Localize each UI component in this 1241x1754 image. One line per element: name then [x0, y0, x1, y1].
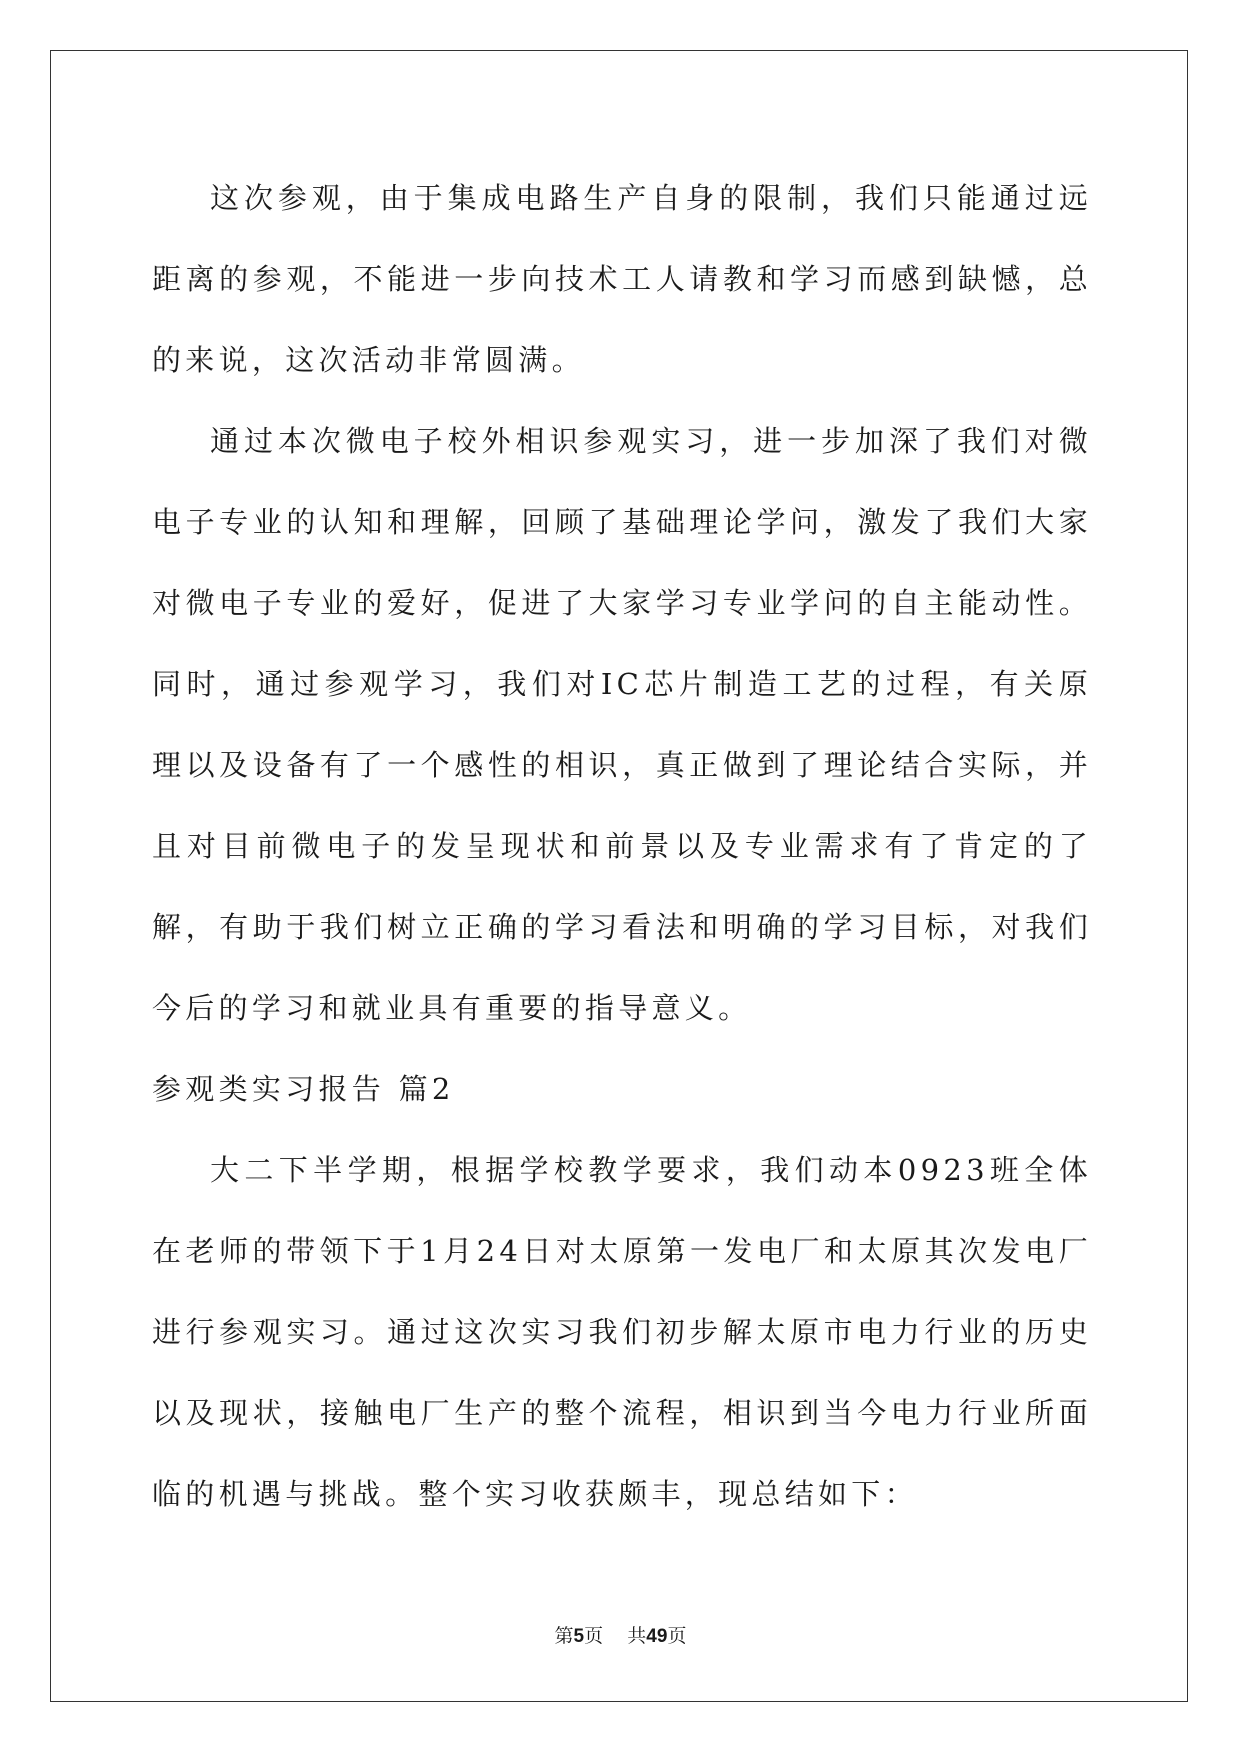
footer-mid: 页 共: [584, 1625, 647, 1647]
footer-suffix: 页: [667, 1625, 687, 1647]
document-body: [152, 158, 1092, 1535]
paragraph-2: 通过本次微电子校外相识参观实习，进一步加深了我们对微电子专业的认知和理解，回顾了基础理论学问，激发了我们大家对微电子专业的爱好，促进了大家学习专业学问的自主能动性。同时，通过参观学习，我们对IC芯片制造工艺的过程，有关原理以及设备有了一个感性的相识，真正做到了理论结合实际，并且对目前微电子的发呈现状和前景以及专业需求有了肯定的了解，有助于我们树立正确的学习看法和明确的学习目标，对我们今后的学习和就业具有重要的指导意义。: [152, 424, 1092, 1025]
paragraph-3: 大二下半学期，根据学校教学要求，我们动本0923班全体在老师的带领下于1月24日对太原第一发电厂和太原其次发电厂进行参观实习。通过这次实习我们初步解太原市电力行业的历史以及现状，接触电厂生产的整个流程，相识到当今电力行业所面临的机遇与挑战。整个实习收获颇丰，现总结如下：: [152, 1153, 1092, 1511]
total-page-number: 49: [646, 1626, 668, 1647]
current-page-number: 5: [573, 1626, 585, 1647]
footer-prefix: 第: [554, 1625, 574, 1647]
section-heading: 参观类实习报告 篇2: [152, 1072, 455, 1106]
paragraph-1: 这次参观，由于集成电路生产自身的限制，我们只能通过远距离的参观，不能进一步向技术工人请教和学习而感到缺憾，总的来说，这次活动非常圆满。: [152, 181, 1092, 377]
page-footer: [0, 1621, 1241, 1648]
